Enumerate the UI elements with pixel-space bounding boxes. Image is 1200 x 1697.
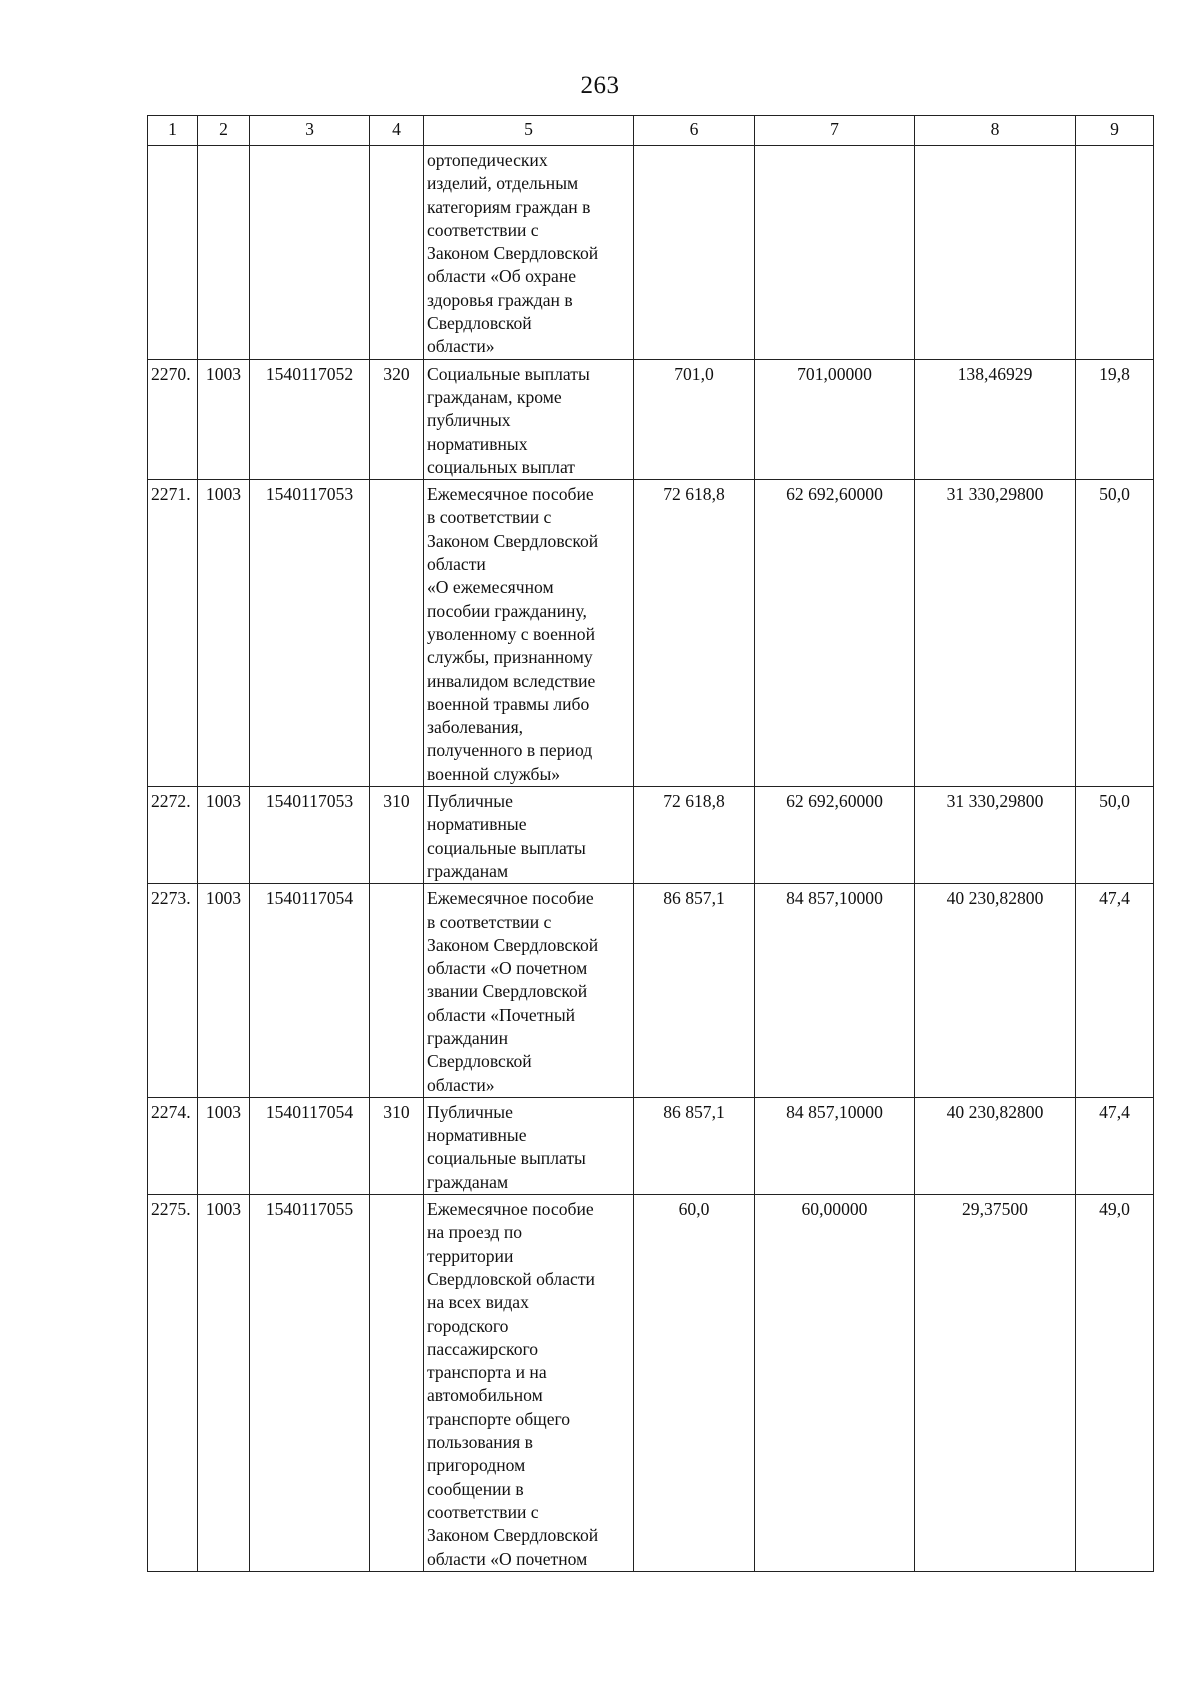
description-line: социальных выплат [427, 456, 576, 477]
description-line: области «О почетном [427, 1548, 588, 1569]
description-line: области «О почетном [427, 958, 588, 979]
target-article-cell: 1540117054 [250, 884, 370, 1098]
amount-col-7-cell [755, 146, 915, 360]
table-body [148, 146, 1154, 1572]
header-col-1: 1 [148, 116, 198, 146]
description-line: здоровья граждан в [427, 289, 573, 310]
description-line: Ежемесячное пособие [427, 1199, 594, 1220]
percent-col-9-cell: 49,0 [1076, 1195, 1154, 1572]
header-col-4: 4 [370, 116, 424, 146]
description-line: Ежемесячное пособие [427, 888, 594, 909]
amount-col-7-cell: 62 692,60000 [755, 480, 915, 787]
row-number-cell: 2270. [148, 359, 198, 479]
description-line: Свердловской [427, 1051, 532, 1072]
description-line: «О ежемесячном [427, 577, 554, 598]
expense-type-cell: 310 [370, 1097, 424, 1194]
amount-col-8-cell [915, 146, 1076, 360]
header-col-5: 5 [424, 116, 634, 146]
target-article-cell: 1540117054 [250, 1097, 370, 1194]
table-row [148, 1097, 1154, 1194]
description-line: уволенному с военной [427, 623, 596, 644]
description-line: в соответствии с [427, 911, 552, 932]
table-header-row [148, 116, 1154, 146]
amount-col-8-cell: 31 330,29800 [915, 787, 1076, 884]
description-line: инвалидом вследствие [427, 670, 596, 691]
description-line: пригородном [427, 1455, 526, 1476]
description-line: Свердловской [427, 313, 532, 334]
section-code-cell: 1003 [198, 1097, 250, 1194]
description-line: Законом Свердловской [427, 934, 599, 955]
amount-col-6-cell: 60,0 [634, 1195, 755, 1572]
description-line: автомобильном [427, 1385, 543, 1406]
description-line: категориям граждан в [427, 196, 591, 217]
percent-col-9-cell: 50,0 [1076, 480, 1154, 787]
description-line: в соответствии с [427, 507, 552, 528]
row-number-cell [148, 146, 198, 360]
target-article-cell: 1540117053 [250, 480, 370, 787]
description-cell [424, 787, 634, 884]
description-cell [424, 884, 634, 1098]
row-number-cell: 2275. [148, 1195, 198, 1572]
description-line: Законом Свердловской [427, 1525, 599, 1546]
description-line: области [427, 554, 486, 575]
amount-col-6-cell: 701,0 [634, 359, 755, 479]
header-col-2: 2 [198, 116, 250, 146]
description-line: службы, признанному [427, 647, 593, 668]
description-line: городского [427, 1315, 509, 1336]
target-article-cell: 1540117053 [250, 787, 370, 884]
header-col-7: 7 [755, 116, 915, 146]
amount-col-8-cell: 40 230,82800 [915, 1097, 1076, 1194]
expense-type-cell [370, 884, 424, 1098]
description-line: области «Почетный [427, 1004, 576, 1025]
amount-col-7-cell: 84 857,10000 [755, 884, 915, 1098]
row-number-cell: 2271. [148, 480, 198, 787]
description-line: социальные выплаты [427, 1148, 586, 1169]
description-line: транспорте общего [427, 1408, 571, 1429]
percent-col-9-cell: 47,4 [1076, 1097, 1154, 1194]
percent-col-9-cell: 47,4 [1076, 884, 1154, 1098]
description-line: заболевания, [427, 717, 524, 738]
description-line: пособии гражданину, [427, 600, 587, 621]
expense-type-cell [370, 146, 424, 360]
description-cell [424, 146, 634, 360]
table-row [148, 480, 1154, 787]
description-line: транспорта и на [427, 1362, 547, 1383]
amount-col-8-cell: 138,46929 [915, 359, 1076, 479]
amount-col-8-cell: 29,37500 [915, 1195, 1076, 1572]
expense-type-cell [370, 1195, 424, 1572]
description-line: соответствии с [427, 1501, 539, 1522]
amount-col-7-cell: 62 692,60000 [755, 787, 915, 884]
description-line: сообщении в [427, 1478, 524, 1499]
amount-col-6-cell [634, 146, 755, 360]
description-line: на всех видах [427, 1292, 529, 1313]
description-line: Свердловской области [427, 1268, 595, 1289]
amount-col-6-cell: 86 857,1 [634, 884, 755, 1098]
page-number: 263 [580, 72, 620, 99]
section-code-cell: 1003 [198, 787, 250, 884]
percent-col-9-cell [1076, 146, 1154, 360]
description-line: гражданин [427, 1027, 508, 1048]
amount-col-7-cell: 701,00000 [755, 359, 915, 479]
expense-type-cell: 310 [370, 787, 424, 884]
table-row [148, 146, 1154, 360]
header-col-8: 8 [915, 116, 1076, 146]
amount-col-6-cell: 86 857,1 [634, 1097, 755, 1194]
description-cell [424, 1097, 634, 1194]
description-line: гражданам [427, 860, 509, 881]
description-line: соответствии с [427, 219, 539, 240]
header-col-9: 9 [1076, 116, 1154, 146]
section-code-cell: 1003 [198, 359, 250, 479]
description-line: Ежемесячное пособие [427, 484, 594, 505]
table-row [148, 884, 1154, 1098]
expense-type-cell [370, 480, 424, 787]
row-number-cell: 2274. [148, 1097, 198, 1194]
header-col-3: 3 [250, 116, 370, 146]
table-row [148, 787, 1154, 884]
description-line: области» [427, 1074, 495, 1095]
description-line: нормативных [427, 433, 528, 454]
description-line: на проезд по [427, 1222, 523, 1243]
budget-table [147, 115, 1154, 1572]
description-line: ортопедических [427, 150, 548, 170]
description-line: социальные выплаты [427, 837, 586, 858]
description-line: Публичные [427, 791, 513, 812]
description-cell [424, 1195, 634, 1572]
section-code-cell: 1003 [198, 480, 250, 787]
header-col-6: 6 [634, 116, 755, 146]
table-row [148, 1195, 1154, 1572]
table-row [148, 359, 1154, 479]
amount-col-8-cell: 40 230,82800 [915, 884, 1076, 1098]
description-line: изделий, отдельным [427, 173, 579, 194]
target-article-cell: 1540117055 [250, 1195, 370, 1572]
description-cell [424, 359, 634, 479]
description-line: Социальные выплаты [427, 363, 590, 384]
amount-col-8-cell: 31 330,29800 [915, 480, 1076, 787]
amount-col-7-cell: 84 857,10000 [755, 1097, 915, 1194]
amount-col-7-cell: 60,00000 [755, 1195, 915, 1572]
description-line: Публичные [427, 1101, 513, 1122]
description-line: полученного в период [427, 740, 593, 761]
description-line: пассажирского [427, 1338, 539, 1359]
percent-col-9-cell: 50,0 [1076, 787, 1154, 884]
row-number-cell: 2272. [148, 787, 198, 884]
section-code-cell: 1003 [198, 1195, 250, 1572]
percent-col-9-cell: 19,8 [1076, 359, 1154, 479]
amount-col-6-cell: 72 618,8 [634, 787, 755, 884]
description-line: военной службы» [427, 763, 561, 784]
section-code-cell: 1003 [198, 884, 250, 1098]
section-code-cell [198, 146, 250, 360]
description-line: территории [427, 1245, 514, 1266]
description-cell [424, 480, 634, 787]
expense-type-cell: 320 [370, 359, 424, 479]
row-number-cell: 2273. [148, 884, 198, 1098]
target-article-cell: 1540117052 [250, 359, 370, 479]
description-line: звании Свердловской [427, 981, 588, 1002]
description-line: пользования в [427, 1432, 533, 1453]
description-line: Законом Свердловской [427, 530, 599, 551]
description-line: гражданам, кроме [427, 386, 562, 407]
amount-col-6-cell: 72 618,8 [634, 480, 755, 787]
description-line: военной травмы либо [427, 693, 590, 714]
description-line: Законом Свердловской [427, 243, 599, 264]
description-line: нормативные [427, 814, 527, 835]
target-article-cell [250, 146, 370, 360]
description-line: гражданам [427, 1171, 509, 1192]
description-line: области» [427, 336, 495, 357]
description-line: нормативные [427, 1125, 527, 1146]
description-line: области «Об охране [427, 266, 577, 287]
description-line: публичных [427, 410, 511, 431]
